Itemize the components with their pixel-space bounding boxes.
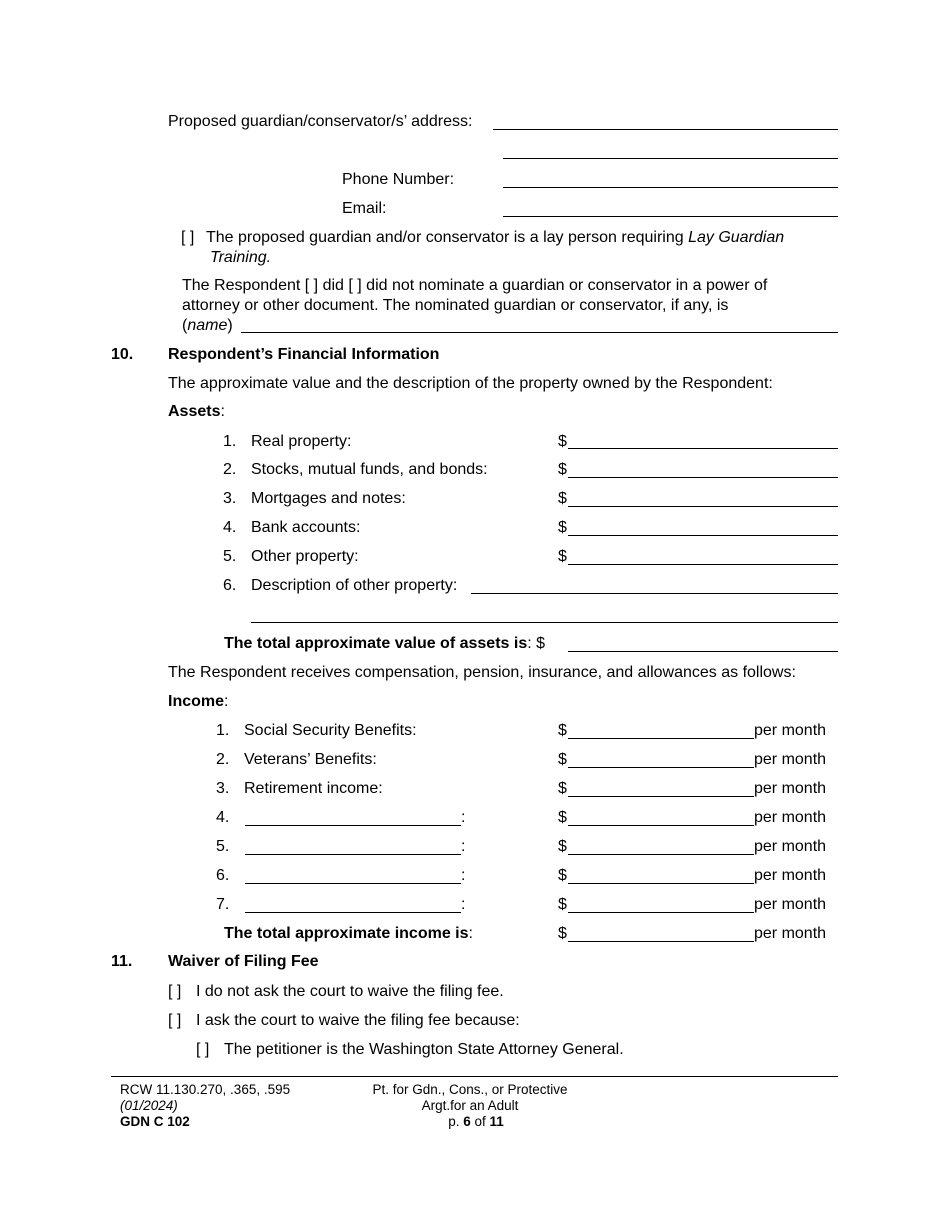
asset-label: Stocks, mutual funds, and bonds: (251, 461, 488, 478)
veterans-benefits-field[interactable] (568, 767, 754, 768)
page-total: 11 (489, 1114, 504, 1129)
nominated-did-checkbox[interactable]: [ ] (304, 277, 319, 294)
per-month: per month (754, 722, 827, 739)
income-num: 7. (216, 896, 230, 913)
property-intro: The approximate value and the description of the property owned by the Respondent: (168, 375, 773, 392)
stocks-field[interactable] (568, 477, 838, 478)
bank-accounts-field[interactable] (568, 535, 838, 536)
income-num: 2. (216, 751, 230, 768)
income-num: 3. (216, 780, 230, 797)
per-month: per month (754, 751, 827, 768)
income-num: 1. (216, 722, 230, 739)
dollar-sign: $ (558, 925, 567, 942)
total-income-text: The total approximate income is (224, 925, 469, 942)
income-colon: : (224, 693, 229, 710)
nomination-line-2: attorney or other document. The nominated guardian or conservator, if any, is (182, 297, 729, 314)
page-prefix: p. (448, 1114, 460, 1129)
income-heading (168, 692, 228, 712)
dollar-sign: $ (558, 490, 567, 507)
income-label: Social Security Benefits: (244, 722, 417, 739)
income-amount-field[interactable] (568, 912, 754, 913)
no-waiver-checkbox[interactable]: [ ] (168, 983, 182, 1000)
asset-num: 1. (223, 433, 237, 450)
no-waiver-text: I do not ask the court to waive the filing fee. (196, 983, 504, 1000)
footer-page (448, 1114, 504, 1130)
dollar-sign: $ (558, 809, 567, 826)
lay-training-italic-2: Training. (210, 249, 272, 266)
real-property-field[interactable] (568, 448, 838, 449)
page-of: of (474, 1114, 486, 1129)
income-intro: The Respondent receives compensation, pension, insurance, and allowances as follows: (168, 664, 796, 681)
income-source-field[interactable] (245, 912, 461, 913)
nomination-line-1 (182, 276, 767, 296)
per-month: per month (754, 867, 827, 884)
asset-label: Other property: (251, 548, 359, 565)
address-field-line-1[interactable] (493, 129, 838, 130)
nomination-text-a: The Respondent (182, 277, 301, 294)
total-assets-suffix: : $ (527, 635, 546, 652)
dollar-sign: $ (558, 751, 567, 768)
per-month: per month (754, 838, 827, 855)
nominated-did-not-checkbox[interactable]: [ ] (348, 277, 362, 294)
other-property-description-field-1[interactable] (471, 593, 838, 594)
total-assets-label (224, 634, 545, 654)
nominee-name-field[interactable] (241, 332, 838, 333)
asset-label: Bank accounts: (251, 519, 361, 536)
section-10-number: 10. (111, 346, 134, 363)
income-colon: : (461, 809, 466, 826)
dollar-sign: $ (558, 867, 567, 884)
dollar-sign: $ (558, 461, 567, 478)
assets-colon: : (220, 403, 225, 420)
page-number: 6 (463, 1114, 471, 1129)
attorney-general-checkbox[interactable]: [ ] (196, 1041, 210, 1058)
other-property-description-field-2[interactable] (251, 622, 838, 623)
per-month: per month (754, 809, 827, 826)
section-10-title: Respondent’s Financial Information (168, 346, 440, 363)
section-11-title: Waiver of Filing Fee (168, 953, 319, 970)
email-label: Email: (342, 200, 387, 217)
dollar-sign: $ (558, 433, 567, 450)
assets-heading (168, 402, 225, 422)
per-month: per month (754, 925, 827, 942)
income-label: Income (168, 693, 225, 710)
waiver-checkbox[interactable]: [ ] (168, 1012, 182, 1029)
total-income-colon: : (468, 925, 473, 942)
asset-num: 3. (223, 490, 237, 507)
name-italic: name (187, 317, 228, 334)
income-label: Veterans’ Benefits: (244, 751, 377, 768)
income-amount-field[interactable] (568, 883, 754, 884)
income-source-field[interactable] (245, 854, 461, 855)
income-colon: : (461, 838, 466, 855)
paren-open: ( (182, 317, 188, 334)
total-assets-field[interactable] (568, 651, 838, 652)
nomination-name-label (182, 316, 233, 336)
income-source-field[interactable] (245, 825, 461, 826)
nomination-text-b: did not nominate a guardian or conservator in a power of (366, 277, 768, 294)
address-label: Proposed guardian/conservator/s’ address: (168, 113, 473, 130)
dollar-sign: $ (558, 519, 567, 536)
email-field[interactable] (503, 216, 838, 217)
footer-form-id: GDN C 102 (120, 1114, 190, 1129)
footer-divider (111, 1076, 838, 1077)
assets-label: Assets (168, 403, 221, 420)
income-num: 5. (216, 838, 230, 855)
address-field-line-2[interactable] (503, 158, 838, 159)
per-month: per month (754, 896, 827, 913)
asset-label: Real property: (251, 433, 352, 450)
income-amount-field[interactable] (568, 854, 754, 855)
paren-close: ) (227, 317, 233, 334)
income-source-field[interactable] (245, 883, 461, 884)
dollar-sign: $ (558, 548, 567, 565)
lay-training-text-main: The proposed guardian and/or conservator is a lay person requiring (206, 229, 684, 246)
per-month: per month (754, 780, 827, 797)
lay-training-checkbox[interactable]: [ ] (181, 229, 195, 246)
mortgages-field[interactable] (568, 506, 838, 507)
waiver-text: I ask the court to waive the filing fee because: (196, 1012, 520, 1029)
lay-training-text (206, 228, 784, 248)
section-11-number: 11. (111, 953, 133, 970)
total-income-label (224, 924, 473, 944)
asset-label: Mortgages and notes: (251, 490, 406, 507)
income-amount-field[interactable] (568, 825, 754, 826)
income-label: Retirement income: (244, 780, 383, 797)
attorney-general-text: The petitioner is the Washington State Attorney General. (224, 1041, 624, 1058)
asset-num: 6. (223, 577, 237, 594)
lay-training-italic: Lay Guardian (688, 229, 785, 246)
other-property-field[interactable] (568, 564, 838, 565)
asset-label: Description of other property: (251, 577, 458, 594)
income-num: 6. (216, 867, 230, 884)
phone-field[interactable] (503, 187, 838, 188)
dollar-sign: $ (558, 838, 567, 855)
footer-rcw: RCW 11.130.270, .365, .595 (120, 1082, 291, 1097)
dollar-sign: $ (558, 722, 567, 739)
total-income-field[interactable] (568, 941, 754, 942)
income-colon: : (461, 867, 466, 884)
nomination-did-text: did (322, 277, 344, 294)
retirement-income-field[interactable] (568, 796, 754, 797)
social-security-field[interactable] (568, 738, 754, 739)
asset-num: 2. (223, 461, 237, 478)
total-assets-text: The total approximate value of assets is (224, 635, 528, 652)
income-colon: : (461, 896, 466, 913)
asset-num: 5. (223, 548, 237, 565)
footer-title-2: Argt.for an Adult (421, 1098, 519, 1113)
dollar-sign: $ (558, 896, 567, 913)
income-num: 4. (216, 809, 230, 826)
phone-label: Phone Number: (342, 171, 455, 188)
footer-date: (01/2024) (120, 1098, 178, 1113)
dollar-sign: $ (558, 780, 567, 797)
asset-num: 4. (223, 519, 237, 536)
footer-title-1: Pt. for Gdn., Cons., or Protective (372, 1082, 568, 1097)
